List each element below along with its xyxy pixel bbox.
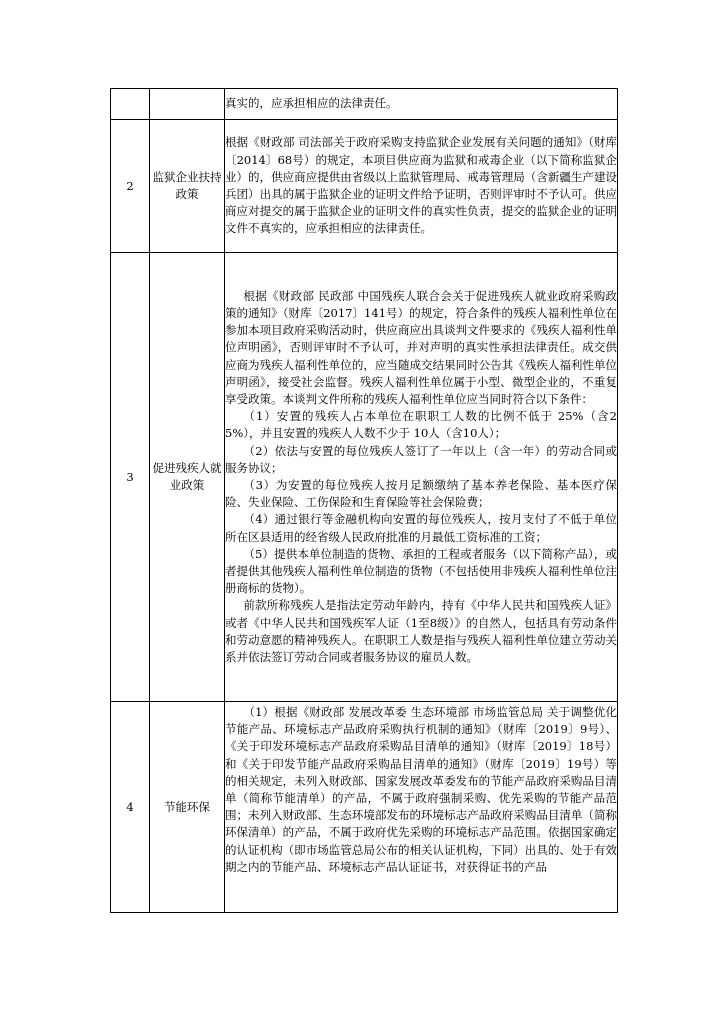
row-number: 2 — [111, 120, 150, 253]
policy-name: 促进残疾人就业政策 — [150, 253, 225, 702]
content-paragraph: （5）提供本单位制造的货物、承担的工程或者服务（以下简称产品），或者提供其他残疾人福利性单位制造的货物（不包括使用非残疾人福利性单位注册商标的货物）。 — [225, 546, 617, 596]
policy-content — [225, 702, 618, 913]
policy-name: 节能环保 — [150, 702, 225, 913]
policy-content — [225, 89, 618, 120]
content-paragraph: 真实的，应承担相应的法律责任。 — [225, 96, 398, 111]
content-paragraph: （3）为安置的每位残疾人按月足额缴纳了基本养老保险、基本医疗保险、失业保险、工伤保险和生育保险等社会保险费； — [225, 478, 617, 510]
content-paragraph: （1）安置的残疾人占本单位在职职工人数的比例不低于 25%（含25%），并且安置的残疾人人数不少于 10人（含10人）； — [225, 409, 617, 441]
content-paragraph: （2）依法与安置的每位残疾人签订了一年以上（含一年）的劳动合同或服务协议； — [225, 443, 617, 475]
table-row — [111, 253, 618, 702]
row-number: 4 — [111, 702, 150, 913]
table-row — [111, 702, 618, 913]
content-paragraph: （4）通过银行等金融机构向安置的每位残疾人，按月支付了不低于单位所在区县适用的经省级人民政府批准的月最低工资标准的工资； — [225, 512, 617, 544]
policy-name — [150, 89, 225, 120]
content-paragraph: 前款所称残疾人是指法定劳动年龄内，持有《中华人民共和国残疾人证》或者《中华人民共和国残疾军人证（1至8级）》的自然人，包括具有劳动条件和劳动意愿的精神残疾人。在职职工人数是指与残疾人福利性单位建立劳动关系并依法签订劳动合同或者服务协议的雇员人数。 — [225, 598, 617, 665]
table-row — [111, 120, 618, 253]
policy-name: 监狱企业扶持政策 — [150, 120, 225, 253]
content-paragraph: 根据《财政部 民政部 中国残疾人联合会关于促进残疾人就业政府采购政策的通知》（财库〔2017〕141号）的规定，符合条件的残疾人福利性单位在参加本项目政府采购活动时，供应商应出具谈判文件要求的《残疾人福利性单位声明函》，否则评审时不予认可，并对声明的真实性承担法律责任。成交供应商为残疾人福利性单位的，应当随成交结果同时公告其《残疾人福利性单位声明函》，接受社会监督。残疾人福利性单位属于小型、微型企业的，不重复享受政策。本谈判文件所称的残疾人福利性单位应当同时符合以下条件： — [225, 288, 617, 406]
policy-table — [110, 88, 618, 913]
row-number — [111, 89, 150, 120]
content-paragraph: 根据《财政部 司法部关于政府采购支持监狱企业发展有关问题的通知》（财库〔2014〕68号）的规定，本项目供应商为监狱和戒毒企业（以下简称监狱企业）的，供应商应提供由省级以上监狱管理局、戒毒管理局（含新疆生产建设兵团）出具的属于监狱企业的证明文件给予证明，否则评审时不予认可。供应商应对提交的属于监狱企业的证明文件的真实性负责，提交的监狱企业的证明文件不真实的，应承担相应的法律责任。 — [225, 135, 617, 236]
table-row — [111, 89, 618, 120]
policy-content — [225, 120, 618, 253]
content-clip — [225, 704, 617, 910]
policy-content — [225, 253, 618, 702]
row-number: 3 — [111, 253, 150, 702]
content-paragraph: （1）根据《财政部 发展改革委 生态环境部 市场监管总局 关于调整优化节能产品、环境标志产品政府采购执行机制的通知》（财库〔2019〕9号）、《关于印发环境标志产品政府采购品目清单的通知》（财库〔2019〕18号）和《关于印发节能产品政府采购品目清单的通知》（财库〔2019〕19号）等的相关规定，未列入财政部、国家发展改革委发布的节能产品政府采购品目清单（简称节能清单）的产品，不属于政府强制采购、优先采购的节能产品范围；未列入财政部、生态环境部发布的环境标志产品政府采购品目清单（简称环保清单）的产品，不属于政府优先采购的环境标志产品范围。依据国家确定的认证机构（即市场监管总局公布的相关认证机构，下同）出具的、处于有效期之内的节能产品、环境标志产品认证证书，对获得证书的产品 — [225, 705, 617, 874]
